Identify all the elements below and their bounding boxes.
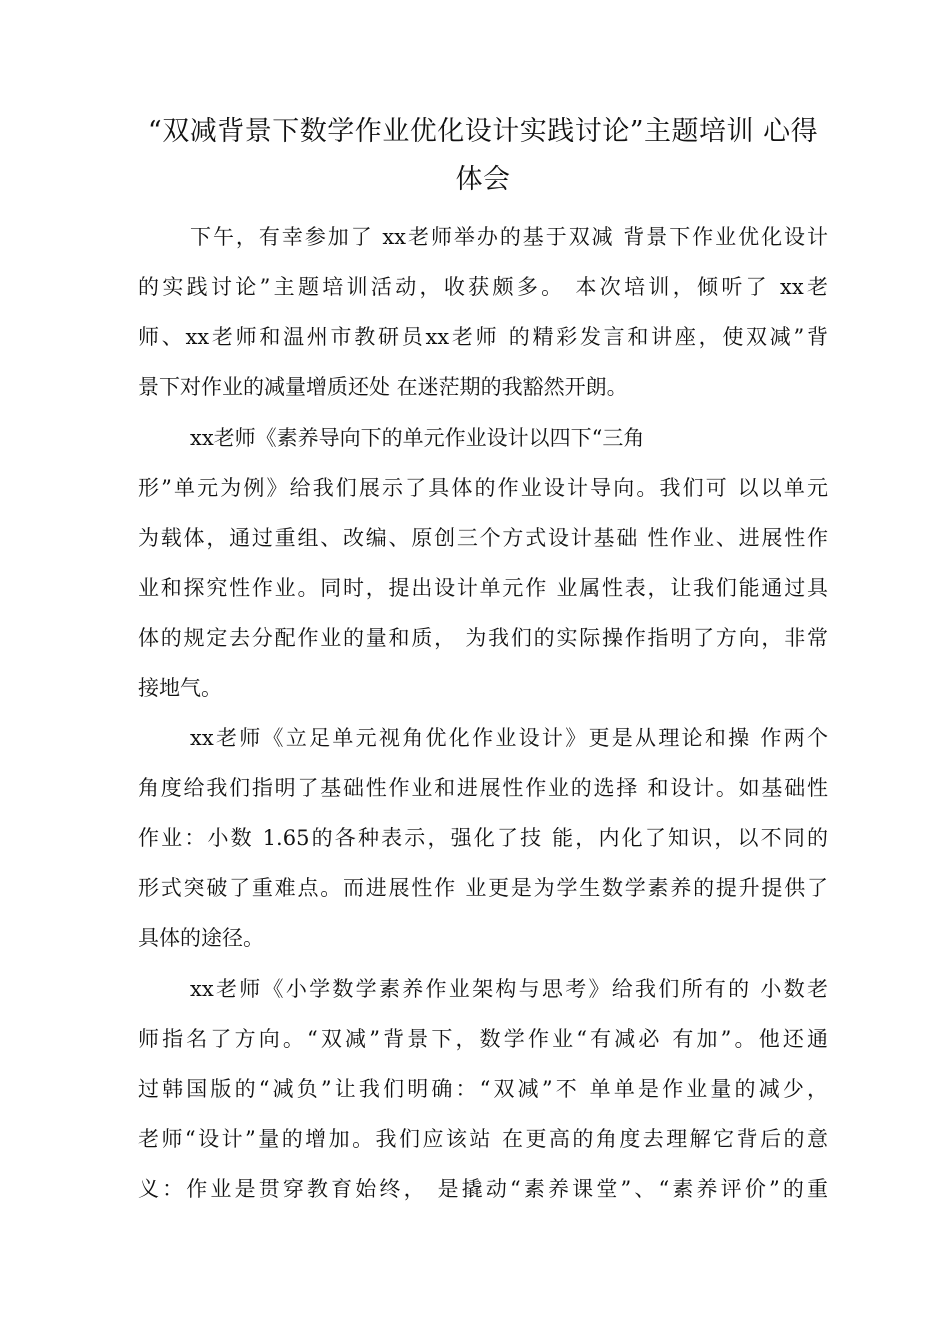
paragraph-1-line-1: 下午，有幸参加了 xx老师举办的基于双减 背景下作业优化设计: [190, 225, 828, 249]
paragraph-1-line-3: 师、xx老师和温州市教研员xx老师 的精彩发言和讲座，使双减”背: [138, 325, 828, 349]
paragraph-4-line-2: 师指名了方向。“双减”背景下，数学作业“有减必 有加”。他还通: [138, 1027, 828, 1051]
document-title: “双减背景下数学作业优化设计实践讨论”主题培训 心得体会: [147, 116, 819, 195]
paragraph-3-line-5: 具体的途径。: [138, 926, 264, 950]
paragraph-2-line-4: 业和探究性作业。同时，提出设计单元作 业属性表，让我们能通过具: [138, 576, 828, 600]
paragraph-1-line-4: 景下对作业的减量增质还处 在迷茫期的我豁然开朗。: [138, 375, 628, 399]
paragraph-2-line-3: 为载体，通过重组、改编、原创三个方式设计基础 性作业、进展性作: [138, 526, 828, 550]
paragraph-3-line-1: xx老师《立足单元视角优化作业设计》更是从理论和操 作两个: [190, 726, 828, 750]
paragraph-4-line-5: 义：作业是贯穿教育始终， 是撬动“素养课堂”、“素养评价”的重: [138, 1177, 828, 1201]
paragraph-4-line-3: 过韩国版的“减负”让我们明确：“双减”不 单单是作业量的减少，: [138, 1077, 828, 1101]
paragraph-2-line-6: 接地气。: [138, 676, 222, 700]
paragraph-4-line-4: 老师“设计”量的增加。我们应该站 在更高的角度去理解它背后的意: [138, 1127, 828, 1151]
paragraph-3-line-2: 角度给我们指明了基础性作业和进展性作业的选择 和设计。如基础性: [138, 776, 828, 800]
paragraph-3-line-3: 作业：小数 1.65的各种表示，强化了技 能，内化了知识，以不同的: [138, 826, 828, 850]
paragraph-2-line-5: 体的规定去分配作业的量和质， 为我们的实际操作指明了方向，非常: [138, 626, 828, 650]
paragraph-3-line-4: 形式突破了重难点。而进展性作 业更是为学生数学素养的提升提供了: [138, 876, 828, 900]
paragraph-1-line-2: 的实践讨论”主题培训活动，收获颇多。 本次培训，倾听了 xx老: [138, 275, 828, 299]
paragraph-2-line-2: 形”单元为例》给我们展示了具体的作业设计导向。我们可 以以单元: [138, 476, 828, 500]
paragraph-2-line-1: xx老师《素养导向下的单元作业设计以四下“三角: [190, 426, 645, 450]
paragraph-4-line-1: xx老师《小学数学素养作业架构与思考》给我们所有的 小数老: [190, 977, 828, 1001]
